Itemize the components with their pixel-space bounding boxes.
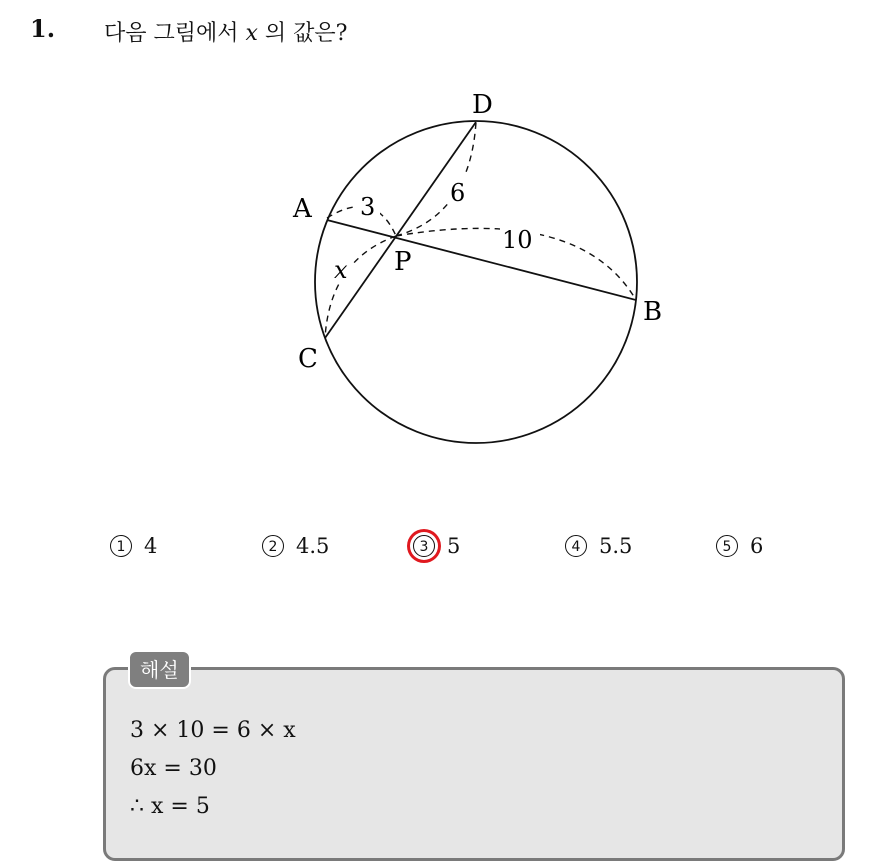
question-number: 1. — [30, 14, 56, 43]
choice-marker-4: 4 — [565, 535, 587, 557]
point-label-p: P — [394, 247, 412, 277]
length-label-pc: x — [334, 256, 348, 284]
choice-4[interactable] — [565, 534, 632, 558]
length-label-ap: 3 — [360, 193, 376, 221]
choice-1[interactable] — [110, 534, 157, 558]
question-text-before: 다음 그림에서 — [104, 21, 246, 46]
point-label-b: B — [643, 297, 663, 327]
choice-2[interactable] — [262, 534, 329, 558]
choice-5[interactable] — [716, 534, 763, 558]
point-label-c: C — [298, 344, 318, 374]
solution-line-1: 3 × 10 = 6 × x — [130, 718, 296, 743]
solution-tag: 해설 — [128, 650, 191, 689]
answer-choices — [0, 534, 884, 568]
choice-value-3: 5 — [447, 534, 461, 558]
solution-line-2: 6x = 30 — [130, 756, 217, 781]
solution-lines — [130, 712, 296, 826]
length-label-pb: 10 — [502, 226, 533, 254]
solution-line-3: ∴ x = 5 — [130, 794, 210, 819]
choice-value-5: 6 — [750, 534, 764, 558]
choice-marker-5: 5 — [716, 535, 738, 557]
question-text-after: 의 값은? — [257, 21, 348, 46]
point-label-d: D — [472, 90, 493, 120]
choice-value-1: 4 — [144, 534, 158, 558]
length-label-pd: 6 — [450, 179, 466, 207]
point-label-a: A — [293, 194, 312, 224]
choice-3[interactable] — [413, 534, 460, 558]
question-variable: x — [245, 21, 258, 46]
chord-ab — [327, 220, 636, 300]
choice-marker-2: 2 — [262, 535, 284, 557]
choice-value-2: 4.5 — [296, 534, 330, 558]
choice-marker-3: 3 — [413, 535, 435, 557]
choice-value-4: 5.5 — [599, 534, 633, 558]
choice-marker-1: 1 — [110, 535, 132, 557]
chord-cd — [325, 122, 476, 338]
